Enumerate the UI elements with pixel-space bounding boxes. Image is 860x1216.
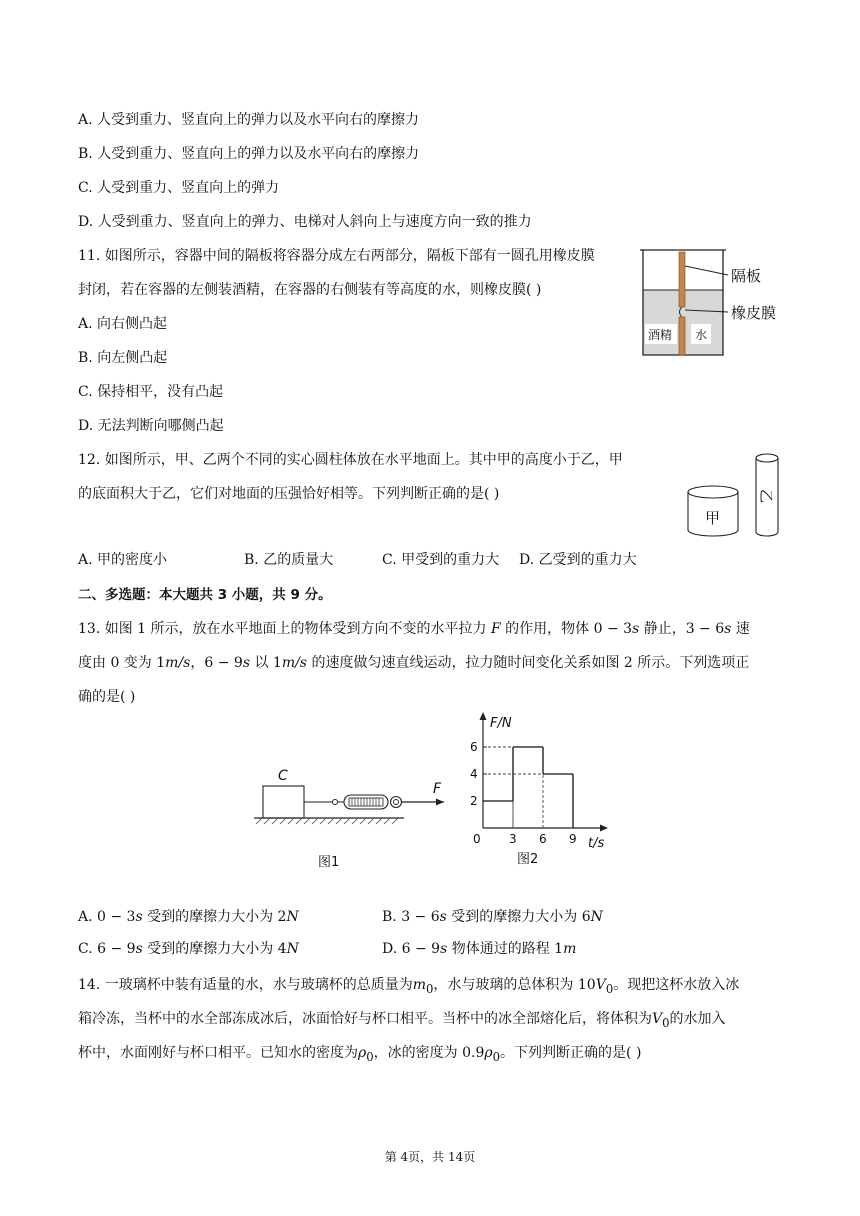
- q14-stem-line2: 箱冷冻，当杯中的水全部冻成冰后，冰面恰好与杯口相平。当杯中的冰全部熔化后，将体积为$V_0$的水加入: [78, 1011, 726, 1030]
- q13-figure2-force-time-chart: [462, 710, 622, 878]
- y-tick-label: 4: [470, 767, 478, 781]
- q10-option-c: C. 人受到重力、竖直向上的弹力: [78, 180, 280, 196]
- y-axis-label: F/N: [490, 716, 512, 731]
- q12-option-d: D. 乙受到的重力大: [519, 552, 637, 568]
- q13-stem-line2: 度由 0 变为 1m/s，6 − 9s 以 1m/s 的速度做匀速直线运动，拉力随时间变化关系如图 2 所示。下列选项正: [78, 655, 750, 671]
- page-footer: 第 4页，共 14页: [384, 1150, 476, 1164]
- x-tick-label: 0: [473, 832, 481, 846]
- q11-option-b: B. 向左侧凸起: [78, 350, 168, 366]
- partition-pointer: [685, 266, 728, 275]
- q11-option-d: D. 无法判断向哪侧凸起: [78, 418, 224, 434]
- y-tick-label: 6: [470, 740, 478, 754]
- q13-option-d: D. 6 − 9s 物体通过的路程 1m: [382, 941, 577, 957]
- force-label: F: [433, 781, 442, 797]
- figure1-caption: 图1: [318, 855, 340, 870]
- q14-stem-line3: 杯中，水面刚好与杯口相平。已知水的密度为$\rho_0$，冰的密度为 $0.9\rho_0$。下列判断正确的是( ): [78, 1045, 642, 1064]
- q10-option-a: A. 人受到重力、竖直向上的弹力以及水平向右的摩擦力: [78, 112, 420, 128]
- q11-option-c: C. 保持相平，没有凸起: [78, 384, 224, 400]
- q12-option-a: A. 甲的密度小: [78, 552, 168, 568]
- q14-stem-line1: 14. 一玻璃杯中装有适量的水，水与玻璃杯的总质量为$m_0$，水与玻璃的总体积为 $10V_0$。现把这杯水放入冰: [78, 977, 740, 996]
- q12-option-c: C. 甲受到的重力大: [382, 552, 500, 568]
- block-c: [263, 786, 304, 818]
- q13-option-c: C. 6 − 9s 受到的摩擦力大小为 4N: [78, 941, 299, 957]
- q10-option-d: D. 人受到重力、竖直向上的弹力、电梯对人斜向上与速度方向一致的推力: [78, 214, 532, 230]
- alcohol-label: 酒精: [648, 328, 673, 342]
- q13-option-a: A. 0 − 3s 受到的摩擦力大小为 2N: [78, 909, 299, 925]
- cylinder-jia: [688, 486, 738, 536]
- cylinder-yi: [756, 454, 778, 536]
- q12-stem-line2: 的底面积大于乙，它们对地面的压强恰好相等。下列判断正确的是( ): [78, 486, 500, 502]
- y-tick-label: 2: [470, 794, 478, 808]
- figure2-caption: 图2: [517, 852, 539, 867]
- membrane-label: 橡皮膜: [731, 304, 777, 322]
- partition-label: 隔板: [731, 267, 762, 285]
- x-axis-label: t/s: [588, 836, 605, 851]
- x-tick-label: 3: [509, 832, 517, 846]
- jia-label: 甲: [705, 509, 721, 527]
- q10-option-b: B. 人受到重力、竖直向上的弹力以及水平向右的摩擦力: [78, 146, 420, 162]
- q11-stem-line1: 11. 如图所示，容器中间的隔板将容器分成左右两部分，隔板下部有一圆孔用橡皮膜: [78, 248, 595, 264]
- q12-option-b: B. 乙的质量大: [244, 552, 334, 568]
- q13-figure1: [248, 760, 458, 872]
- q13-option-b: B. 3 − 6s 受到的摩擦力大小为 6N: [382, 909, 603, 925]
- ground-hatch: [256, 818, 398, 824]
- water-label: 水: [695, 328, 708, 342]
- section-heading-multiple-choice: 二、多选题：本大题共 3 小题，共 9 分。: [78, 587, 332, 603]
- q13-stem-line3: 确的是( ): [78, 689, 136, 705]
- q13-stem-line1: 13. 如图 1 所示，放在水平地面上的物体受到方向不变的水平拉力 F 的作用，物体 0 − 3s 静止，3 − 6s 速: [78, 621, 750, 637]
- x-tick-label: 6: [539, 832, 547, 846]
- x-tick-label: 9: [569, 832, 577, 846]
- q11-option-a: A. 向右侧凸起: [78, 316, 168, 332]
- q11-stem-line2: 封闭，若在容器的左侧装酒精，在容器的右侧装有等高度的水，则橡皮膜( ): [78, 282, 542, 298]
- q12-cylinders-figure: [680, 450, 790, 542]
- q11-container-figure: [636, 246, 786, 358]
- block-label: C: [278, 768, 288, 784]
- partition: [679, 252, 685, 307]
- q12-stem-line1: 12. 如图所示，甲、乙两个不同的实心圆柱体放在水平地面上。其中甲的高度小于乙，甲: [78, 452, 623, 468]
- spring-scale: [338, 795, 402, 809]
- yi-label: 乙: [757, 489, 773, 503]
